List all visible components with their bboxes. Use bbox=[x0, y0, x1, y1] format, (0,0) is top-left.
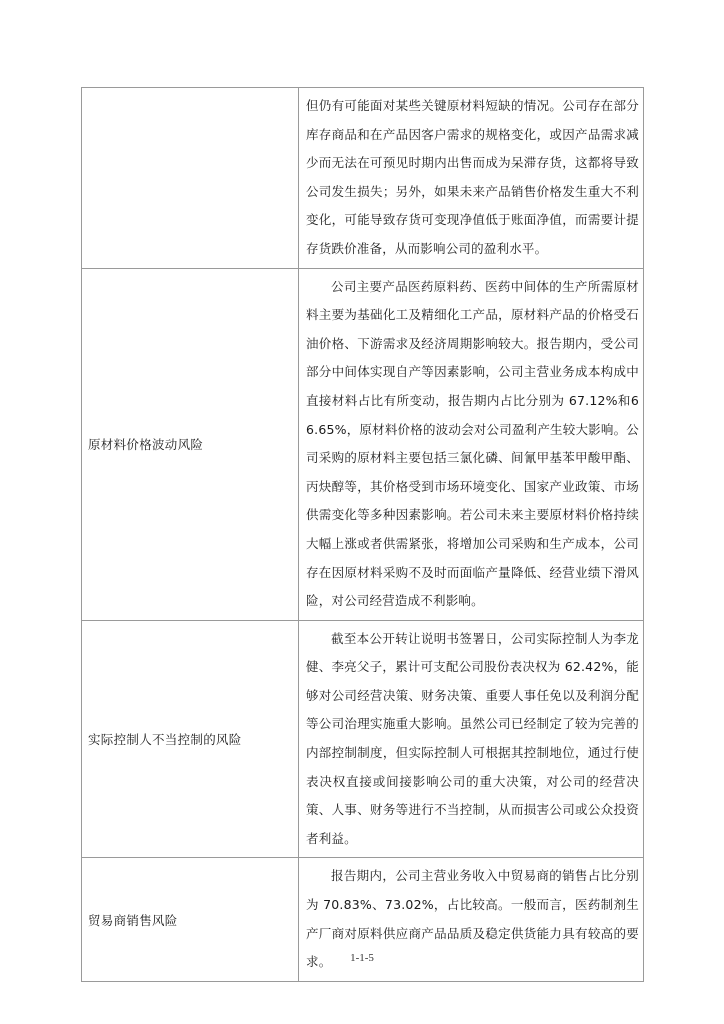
risk-name-cell: 实际控制人不当控制的风险 bbox=[82, 620, 299, 858]
risk-description-text: 但仍有可能面对某些关键原材料短缺的情况。公司存在部分库存商品和在产品因客户需求的规格变化，或因产品需求减少而无法在可预见时期内出售而成为呆滞存货，这都将导致公司发生损失；另外，如果未来产品销售价格发生重大不利变化，可能导致存货可变现净值低于账面净值，而需要计提存货跌价准备，从而影响公司的盈利水平。 bbox=[306, 98, 639, 256]
risk-description-text: 报告期内，公司主营业务收入中贸易商的销售占比分别为 70.83%、73.02%，占比较高。一般而言，医药制剂生产厂商对原料供应商产品品质及稳定供货能力具有较高的要求。 bbox=[306, 868, 639, 970]
risk-name-cell bbox=[82, 88, 299, 269]
risk-table bbox=[81, 87, 644, 982]
table-row bbox=[82, 620, 644, 858]
risk-description-text: 公司主要产品医药原料药、医药中间体的生产所需原材料主要为基础化工及精细化工产品，原材料产品的价格受石油价格、下游需求及经济周期影响较大。报告期内，受公司部分中间体实现自产等因素影响，公司主营业务成本构成中直接材料占比有所变动，报告期内占比分别为 67.12%和66.65%，原材料价格的波动会对公司盈利产生较大影响。公司采购的原材料主要包括三氯化磷、间氰甲基苯甲酸甲酯、丙炔醇等，其价格受到市场环境变化、国家产业政策、市场供需变化等多种因素影响。若公司未来主要原材料价格持续大幅上涨或者供需紧张，将增加公司采购和生产成本，公司存在因原材料采购不及时而面临产量降低、经营业绩下滑风险，对公司经营造成不利影响。 bbox=[306, 278, 639, 609]
risk-name-cell: 原材料价格波动风险 bbox=[82, 268, 299, 620]
risk-description-cell bbox=[299, 268, 644, 620]
risk-description-cell bbox=[299, 88, 644, 269]
risk-description-text: 截至本公开转让说明书签署日，公司实际控制人为李龙健、李亮父子，累计可支配公司股份表决权为 62.42%，能够对公司经营决策、财务决策、重要人事任免以及利润分配等公司治理实施重大影响。虽然公司已经制定了较为完善的内部控制制度，但实际控制人可根据其控制地位，通过行使表决权直接或间接影响公司的重大决策，对公司的经营决策、人事、财务等进行不当控制，从而损害公司或公众投资者利益。 bbox=[306, 630, 639, 846]
page-number: 1-1-5 bbox=[350, 952, 374, 964]
risk-description-cell bbox=[299, 620, 644, 858]
table-row bbox=[82, 88, 644, 269]
table-row bbox=[82, 268, 644, 620]
risk-name-cell: 贸易商销售风险 bbox=[82, 858, 299, 981]
